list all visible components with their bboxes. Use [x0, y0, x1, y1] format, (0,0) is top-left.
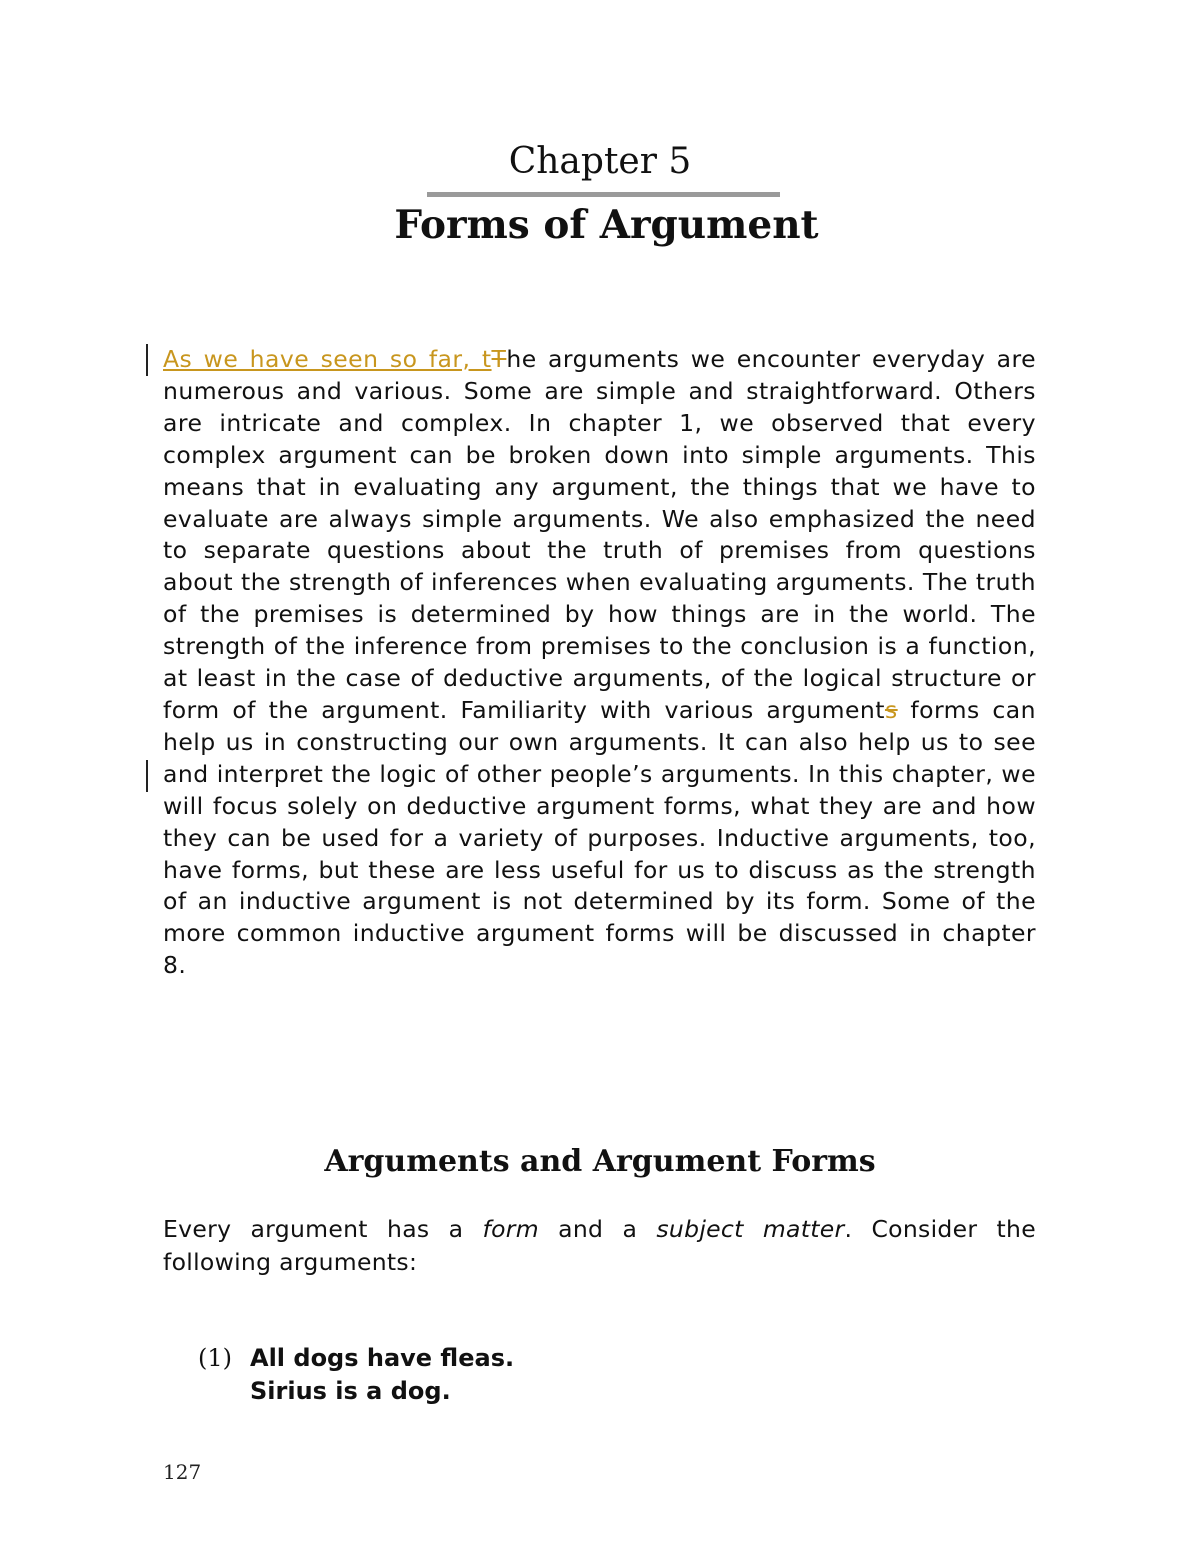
tracked-insertion: As we have seen so far, t — [163, 345, 492, 373]
example-number: (1) — [198, 1344, 232, 1372]
tracked-deletion: T — [491, 345, 507, 373]
example-premise: All dogs have fleas. — [250, 1344, 515, 1372]
example-premise: Sirius is a dog. — [250, 1377, 451, 1405]
revision-change-bar — [146, 344, 148, 376]
section-paragraph — [163, 1213, 1036, 1279]
section-text: . Consider the following arguments: — [163, 1215, 1037, 1276]
section-heading: Arguments and Argument Forms — [324, 1144, 876, 1179]
revision-change-bar — [146, 760, 148, 792]
section-text: and a — [538, 1215, 657, 1243]
tracked-deletion: s — [884, 695, 898, 724]
section-text: Every argument has a — [163, 1215, 483, 1243]
chapter-divider — [427, 192, 780, 197]
intro-paragraph — [163, 344, 1036, 982]
term-form: form — [482, 1215, 539, 1243]
intro-text: he arguments we encounter everyday are numerous and various. Some are simple and straightforward. Others are intricate and complex. In chapter 1, we observed that every complex argument can be broken down into simple arguments. This means that in evaluating any argument, the things that we have to evaluate are always simple arguments. We also emphasized the need to separate questions about the truth of premises from questions about the strength of inferences when evaluating arguments. The truth of the premises is determined by how things are in the world. The strength of the inference from premises to the conclusion is a function, at least in the case of deductive arguments, of the logical structure or form of the argument. Familiarity with various argument — [163, 345, 1036, 724]
term-subject-matter: subject matter — [656, 1215, 845, 1243]
intro-text: forms can help us in constructing our own arguments. It can also help us to see and interpret the logic of other people’s arguments. In this chapter, we will focus solely on deductive argument forms, what they are and how they can be used for a variety of purposes. Inductive arguments, too, have forms, but these are less useful for us to discuss as the strength of an inductive argument is not determined by its form. Some of the more common inductive argument forms will be discussed in chapter 8. — [163, 695, 1036, 980]
page-number: 127 — [163, 1460, 202, 1484]
chapter-label: Chapter 5 — [508, 141, 692, 182]
chapter-title: Forms of Argument — [394, 202, 819, 248]
